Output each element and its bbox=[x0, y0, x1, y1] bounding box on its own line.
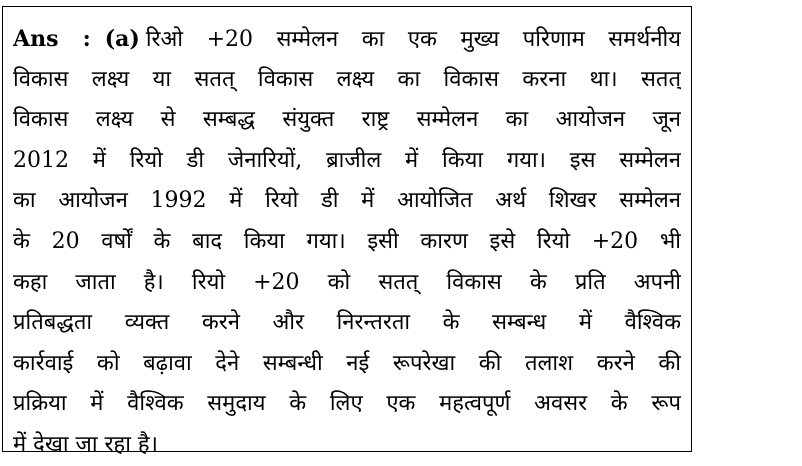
answer-line-6: के 20 वर्षों के बाद किया गया। इसी कारण इसे रियो +20 भी bbox=[13, 228, 681, 254]
answer-line-11: में देखा जा रहा है। bbox=[13, 431, 158, 457]
answer-line-7: कहा जाता है। रियो +20 को सतत् विकास के प्रति अपनी bbox=[13, 269, 681, 295]
answer-line-5: का आयोजन 1992 में रियो डी में आयोजित अर्थ शिखर सम्मेलन bbox=[13, 188, 681, 214]
answer-line-9: कार्रवाई को बढ़ावा देने सम्बन्धी नई रूपरेखा की तलाश करने की bbox=[13, 350, 681, 376]
answer-label: Ans : bbox=[13, 26, 91, 52]
answer-line-4: 2012 में रियो डी जेनारियों, ब्राजील में किया गया। इस सम्मेलन bbox=[13, 147, 681, 173]
answer-line-1 bbox=[13, 19, 681, 60]
answer-line-2: विकास लक्ष्य या सतत् विकास लक्ष्य का विकास करना था। सतत् bbox=[13, 66, 681, 92]
answer-line-1-text: रिओ +20 सम्मेलन का एक मुख्य परिणाम समर्थनीय bbox=[145, 27, 681, 52]
part-label: (a) bbox=[104, 26, 140, 52]
answer-line-8: प्रतिबद्धता व्यक्त करने और निरन्तरता के सम्बन्ध में वैश्विक bbox=[13, 310, 681, 336]
answer-line-10: प्रक्रिया में वैश्विक समुदाय के लिए एक महत्वपूर्ण अवसर के रूप bbox=[13, 391, 681, 417]
answer-line-3: विकास लक्ष्य से सम्बद्ध संयुक्त राष्ट्र सम्मेलन का आयोजन जून bbox=[13, 107, 681, 133]
answer-box bbox=[2, 6, 692, 457]
